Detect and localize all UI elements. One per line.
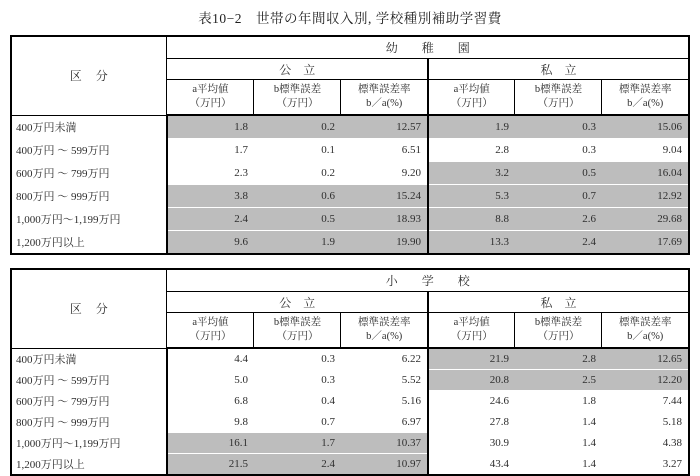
metric-header-se (254, 80, 341, 116)
cell-pub-se: 0.4 (254, 391, 341, 412)
table-row (11, 115, 689, 139)
cell-pub-se: 0.2 (254, 162, 341, 185)
income-band-label: 1,000万円〜1,199万円 (11, 208, 167, 231)
cell-pub-se: 0.2 (254, 115, 341, 139)
income-band-label: 400万円未満 (11, 348, 167, 370)
metric-header-se (254, 313, 341, 349)
page-title: 表10−2 世帯の年間収入別, 学校種別補助学習費 (198, 11, 502, 26)
income-band-label: 600万円 〜 799万円 (11, 162, 167, 185)
metric-header-mean (428, 313, 515, 349)
private-group-header: 私 立 (428, 292, 689, 313)
metric-header-line1: a平均値 (192, 317, 229, 329)
cell-priv-mean: 1.9 (428, 115, 515, 139)
cell-pub-se: 0.7 (254, 412, 341, 433)
cell-pub-se: 0.3 (254, 370, 341, 391)
cell-pub-mean: 21.5 (167, 454, 254, 476)
cell-pub-rate: 6.51 (341, 139, 428, 162)
table-row (11, 454, 689, 476)
cell-priv-se: 1.4 (515, 412, 602, 433)
school-type-header: 幼 稚 園 (167, 36, 689, 59)
cell-priv-mean: 20.8 (428, 370, 515, 391)
metric-header-line1: 標準誤差率 (618, 317, 672, 329)
cell-priv-rate: 12.65 (602, 348, 689, 370)
cell-priv-mean: 24.6 (428, 391, 515, 412)
cell-priv-se: 1.4 (515, 454, 602, 476)
metric-header-line1: b標準誤差 (534, 84, 583, 96)
cell-pub-rate: 19.90 (341, 231, 428, 255)
cell-pub-mean: 1.8 (167, 115, 254, 139)
table-elementary (10, 268, 690, 476)
table-row (11, 412, 689, 433)
cell-priv-mean: 13.3 (428, 231, 515, 255)
cell-priv-mean: 3.2 (428, 162, 515, 185)
metric-header-mean (167, 80, 254, 116)
income-band-label: 400万円 〜 599万円 (11, 139, 167, 162)
metric-header-line2: b／a(%) (627, 98, 664, 109)
cell-priv-rate: 3.27 (602, 454, 689, 476)
cell-pub-mean: 1.7 (167, 139, 254, 162)
cell-pub-se: 1.9 (254, 231, 341, 255)
metric-header-line1: 標準誤差率 (618, 84, 672, 96)
table-row (11, 370, 689, 391)
cell-priv-mean: 27.8 (428, 412, 515, 433)
cell-priv-rate: 16.04 (602, 162, 689, 185)
cell-pub-mean: 9.8 (167, 412, 254, 433)
cell-pub-mean: 9.6 (167, 231, 254, 255)
cell-pub-mean: 5.0 (167, 370, 254, 391)
income-band-label: 1,000万円〜1,199万円 (11, 433, 167, 454)
metric-header-line2: （万円） (276, 331, 319, 342)
cell-pub-rate: 15.24 (341, 185, 428, 208)
income-band-label: 800万円 〜 999万円 (11, 412, 167, 433)
metric-header-line2: （万円） (450, 331, 493, 342)
metric-header-rate (341, 80, 428, 116)
metric-header-line1: a平均値 (453, 84, 490, 96)
cell-pub-mean: 6.8 (167, 391, 254, 412)
income-band-label: 400万円 〜 599万円 (11, 370, 167, 391)
cell-priv-mean: 30.9 (428, 433, 515, 454)
cell-priv-mean: 2.8 (428, 139, 515, 162)
cell-pub-mean: 3.8 (167, 185, 254, 208)
metric-header-line2: b／a(%) (366, 331, 403, 342)
cell-pub-mean: 16.1 (167, 433, 254, 454)
metric-header-line2: （万円） (189, 98, 232, 109)
table-row (11, 348, 689, 370)
cell-pub-rate: 5.52 (341, 370, 428, 391)
income-band-label: 400万円未満 (11, 115, 167, 139)
cell-priv-rate: 7.44 (602, 391, 689, 412)
cell-pub-se: 0.5 (254, 208, 341, 231)
cell-priv-rate: 12.20 (602, 370, 689, 391)
metric-header-line2: （万円） (189, 331, 232, 342)
income-band-label: 600万円 〜 799万円 (11, 391, 167, 412)
table-row (11, 162, 689, 185)
cell-priv-rate: 4.38 (602, 433, 689, 454)
metric-header-line1: a平均値 (453, 317, 490, 329)
cell-priv-se: 2.4 (515, 231, 602, 255)
cell-priv-mean: 43.4 (428, 454, 515, 476)
metric-header-line2: （万円） (450, 98, 493, 109)
cell-priv-mean: 21.9 (428, 348, 515, 370)
metric-header-rate (602, 80, 689, 116)
cell-pub-rate: 6.97 (341, 412, 428, 433)
cell-pub-mean: 2.4 (167, 208, 254, 231)
table-row (11, 391, 689, 412)
metric-header-rate (602, 313, 689, 349)
metric-header-line1: 標準誤差率 (357, 84, 411, 96)
cell-priv-se: 0.7 (515, 185, 602, 208)
cell-priv-rate: 9.04 (602, 139, 689, 162)
table-row (11, 185, 689, 208)
cell-pub-mean: 4.4 (167, 348, 254, 370)
cell-priv-rate: 15.06 (602, 115, 689, 139)
metric-header-se (515, 80, 602, 116)
cell-pub-se: 0.1 (254, 139, 341, 162)
cell-priv-rate: 17.69 (602, 231, 689, 255)
tables-container (0, 35, 700, 476)
school-type-header: 小 学 校 (167, 269, 689, 292)
income-band-label: 1,200万円以上 (11, 231, 167, 255)
metric-header-se (515, 313, 602, 349)
cell-priv-se: 0.3 (515, 139, 602, 162)
metric-header-rate (341, 313, 428, 349)
metric-header-line1: 標準誤差率 (357, 317, 411, 329)
metric-header-line2: b／a(%) (366, 98, 403, 109)
cell-pub-rate: 12.57 (341, 115, 428, 139)
income-band-label: 800万円 〜 999万円 (11, 185, 167, 208)
cell-priv-se: 2.8 (515, 348, 602, 370)
category-header: 区 分 (11, 36, 167, 115)
public-group-header: 公 立 (167, 292, 428, 313)
cell-priv-rate: 5.18 (602, 412, 689, 433)
table-row (11, 208, 689, 231)
cell-priv-mean: 8.8 (428, 208, 515, 231)
cell-pub-se: 2.4 (254, 454, 341, 476)
metric-header-line2: （万円） (537, 331, 580, 342)
cell-pub-se: 0.3 (254, 348, 341, 370)
private-group-header: 私 立 (428, 59, 689, 80)
table-row (11, 231, 689, 255)
cell-pub-rate: 10.97 (341, 454, 428, 476)
cell-priv-se: 0.5 (515, 162, 602, 185)
cell-priv-se: 1.8 (515, 391, 602, 412)
table-row (11, 139, 689, 162)
table-row (11, 433, 689, 454)
cell-priv-rate: 29.68 (602, 208, 689, 231)
cell-priv-rate: 12.92 (602, 185, 689, 208)
income-band-label: 1,200万円以上 (11, 454, 167, 476)
cell-pub-se: 0.6 (254, 185, 341, 208)
metric-header-mean (428, 80, 515, 116)
metric-header-line1: b標準誤差 (273, 317, 322, 329)
metric-header-line1: b標準誤差 (273, 84, 322, 96)
category-header: 区 分 (11, 269, 167, 348)
table-kindergarten (10, 35, 690, 255)
cell-pub-rate: 18.93 (341, 208, 428, 231)
cell-pub-mean: 2.3 (167, 162, 254, 185)
cell-priv-se: 2.6 (515, 208, 602, 231)
metric-header-line2: b／a(%) (627, 331, 664, 342)
cell-priv-se: 1.4 (515, 433, 602, 454)
cell-pub-rate: 9.20 (341, 162, 428, 185)
cell-priv-mean: 5.3 (428, 185, 515, 208)
public-group-header: 公 立 (167, 59, 428, 80)
metric-header-line2: （万円） (537, 98, 580, 109)
metric-header-mean (167, 313, 254, 349)
metric-header-line2: （万円） (276, 98, 319, 109)
cell-priv-se: 2.5 (515, 370, 602, 391)
cell-pub-se: 1.7 (254, 433, 341, 454)
cell-priv-se: 0.3 (515, 115, 602, 139)
cell-pub-rate: 10.37 (341, 433, 428, 454)
cell-pub-rate: 5.16 (341, 391, 428, 412)
cell-pub-rate: 6.22 (341, 348, 428, 370)
metric-header-line1: b標準誤差 (534, 317, 583, 329)
metric-header-line1: a平均値 (192, 84, 229, 96)
